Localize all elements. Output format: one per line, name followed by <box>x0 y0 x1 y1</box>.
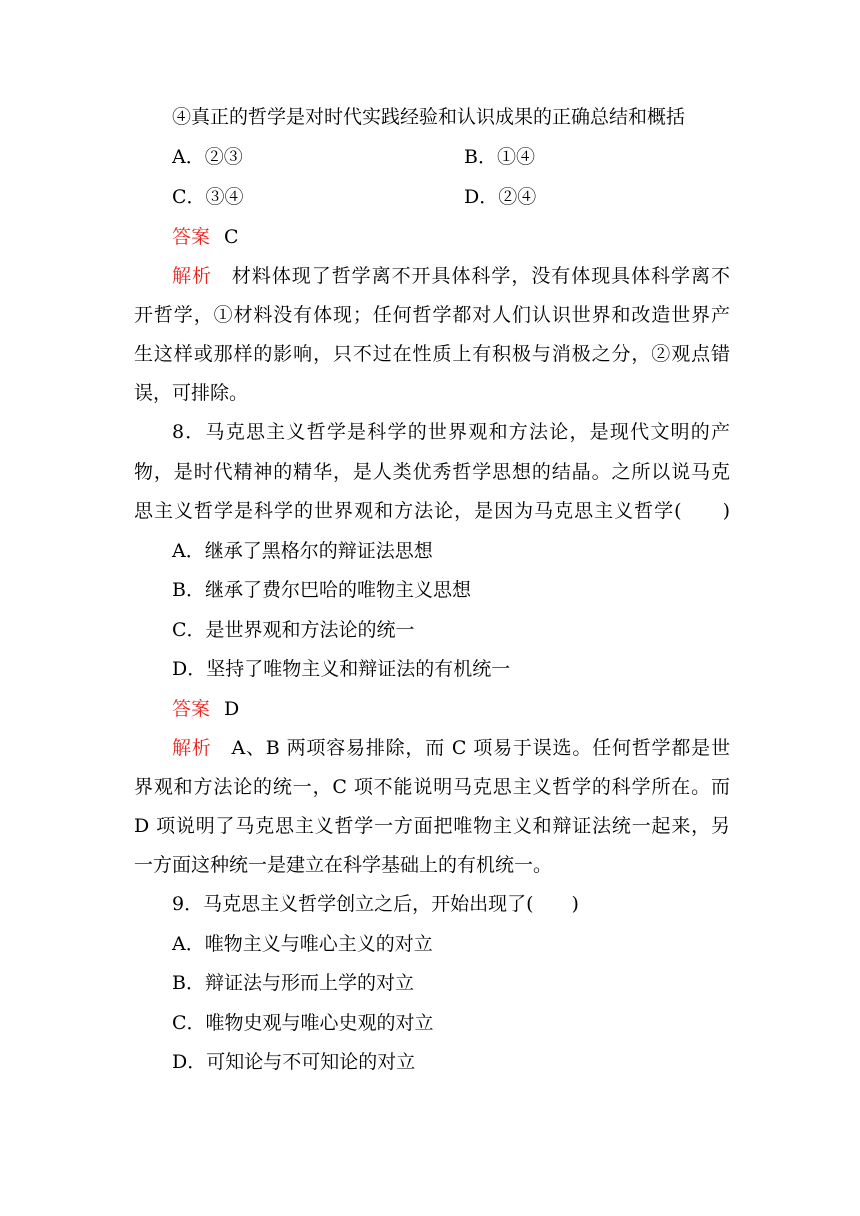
q7-answer <box>172 225 730 249</box>
q7-option-d: D．②④ <box>464 186 537 208</box>
analysis-label: 解析 <box>172 737 212 759</box>
q7-analysis-line-2: 开哲学，①材料没有体现；任何哲学都对人们认识世界和改造世界产 <box>134 304 730 326</box>
answer-value: C <box>224 226 239 248</box>
answer-value: D <box>224 698 240 720</box>
q7-item-4: ④真正的哲学是对时代实践经验和认识成果的正确总结和概括 <box>172 106 686 128</box>
q8-analysis-line-4: 一方面这种统一是建立在科学基础上的有机统一。 <box>134 854 553 876</box>
q8-option-c: C．是世界观和方法论的统一 <box>172 619 415 641</box>
q8-analysis-line-3: D 项说明了马克思主义哲学一方面把唯物主义和辩证法统一起来，另 <box>134 815 730 837</box>
q7-option-a: A．②③ <box>172 146 243 168</box>
q7-analysis-line-3: 生这样或那样的影响，只不过在性质上有积极与消极之分，②观点错 <box>134 343 730 365</box>
q7-option-b: B．①④ <box>464 146 535 168</box>
q7-analysis-line-1 <box>172 264 730 288</box>
q8-stem-line-2: 物，是时代精神的精华，是人类优秀哲学思想的结晶。之所以说马克 <box>134 461 730 483</box>
analysis-label: 解析 <box>172 265 212 287</box>
q9-option-b: B．辩证法与形而上学的对立 <box>172 972 414 994</box>
q9-stem: 9．马克思主义哲学创立之后，开始出现了( ) <box>172 893 579 915</box>
q8-analysis-line-2: 界观和方法论的统一，C 项不能说明马克思主义哲学的科学所在。而 <box>134 776 730 798</box>
q9-option-d: D．可知论与不可知论的对立 <box>172 1051 416 1073</box>
q7-analysis-line-4: 误，可排除。 <box>134 382 249 404</box>
answer-label: 答案 <box>172 226 211 248</box>
q9-option-c: C．唯物史观与唯心史观的对立 <box>172 1012 434 1034</box>
q8-stem-line-1: 8．马克思主义哲学是科学的世界观和方法论，是现代文明的产 <box>172 421 730 443</box>
q7-option-c: C．③④ <box>172 186 244 208</box>
answer-label: 答案 <box>172 698 211 720</box>
q8-option-b: B．继承了费尔巴哈的唯物主义思想 <box>172 579 471 601</box>
q9-option-a: A．唯物主义与唯心主义的对立 <box>172 933 433 955</box>
q8-answer <box>172 697 730 721</box>
analysis-text: A、B 两项容易排除，而 C 项易于误选。任何哲学都是世 <box>231 737 730 759</box>
q8-analysis-line-1 <box>172 736 730 760</box>
analysis-text: 材料体现了哲学离不开具体科学，没有体现具体科学离不 <box>231 265 730 287</box>
q8-option-d: D．坚持了唯物主义和辩证法的有机统一 <box>172 658 511 680</box>
q8-stem-line-3: 思主义哲学是科学的世界观和方法论，是因为马克思主义哲学( ) <box>134 500 730 522</box>
q8-option-a: A．继承了黑格尔的辩证法思想 <box>172 540 433 562</box>
